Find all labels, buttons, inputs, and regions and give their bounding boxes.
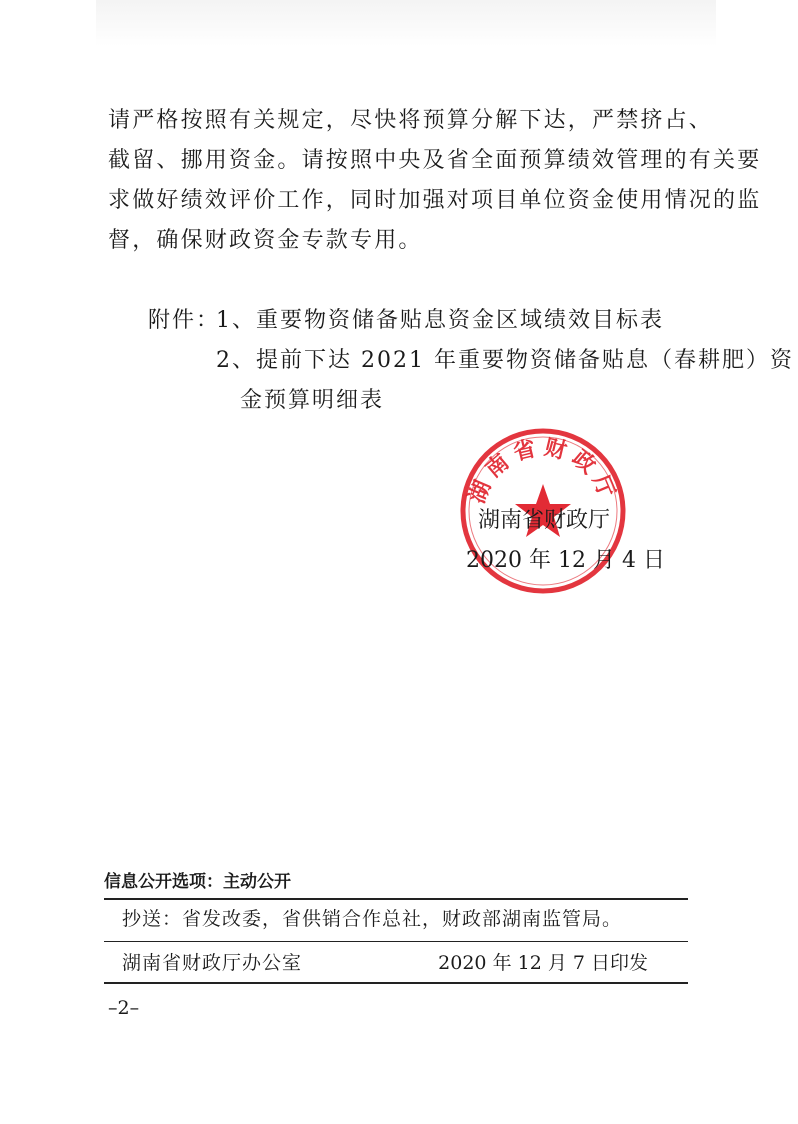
paragraph-line: 督，确保财政资金专款专用。 (108, 228, 423, 253)
seal-text: 湖南省财政厅 (463, 434, 623, 508)
cc-line: 抄送：省发改委，省供销合作总社，财政部湖南监管局。 (122, 908, 623, 930)
attachment-item-1: 1、重要物资储备贴息资金区域绩效目标表 (216, 308, 664, 333)
print-date: 2020 年 12 月 7 日印发 (438, 952, 648, 974)
paragraph-line: 截留、挪用资金。请按照中央及省全面预算绩效管理的有关要 (108, 148, 762, 173)
issuing-office: 湖南省财政厅办公室 (122, 952, 303, 974)
paragraph-line: 求做好绩效评价工作，同时加强对项目单位资金使用情况的监 (108, 188, 762, 213)
footer-rule-bottom (104, 982, 688, 984)
signature-issuer: 湖南省财政厅 (478, 508, 611, 533)
disclosure-option: 信息公开选项：主动公开 (104, 872, 291, 892)
attachment-item-2-cont: 金预算明细表 (240, 388, 385, 413)
attachment-item-2: 2、提前下达 2021 年重要物资储备贴息（春耕肥）资 (216, 348, 794, 373)
attachments-label: 附件： (148, 308, 221, 333)
scan-artifact (96, 0, 716, 46)
footer-rule-top (104, 898, 688, 900)
footer-rule-middle (104, 941, 688, 942)
page-number: –2– (108, 997, 140, 1019)
signature-date: 2020 年 12 月 4 日 (466, 548, 665, 573)
paragraph-line: 请严格按照有关规定，尽快将预算分解下达，严禁挤占、 (108, 108, 714, 133)
